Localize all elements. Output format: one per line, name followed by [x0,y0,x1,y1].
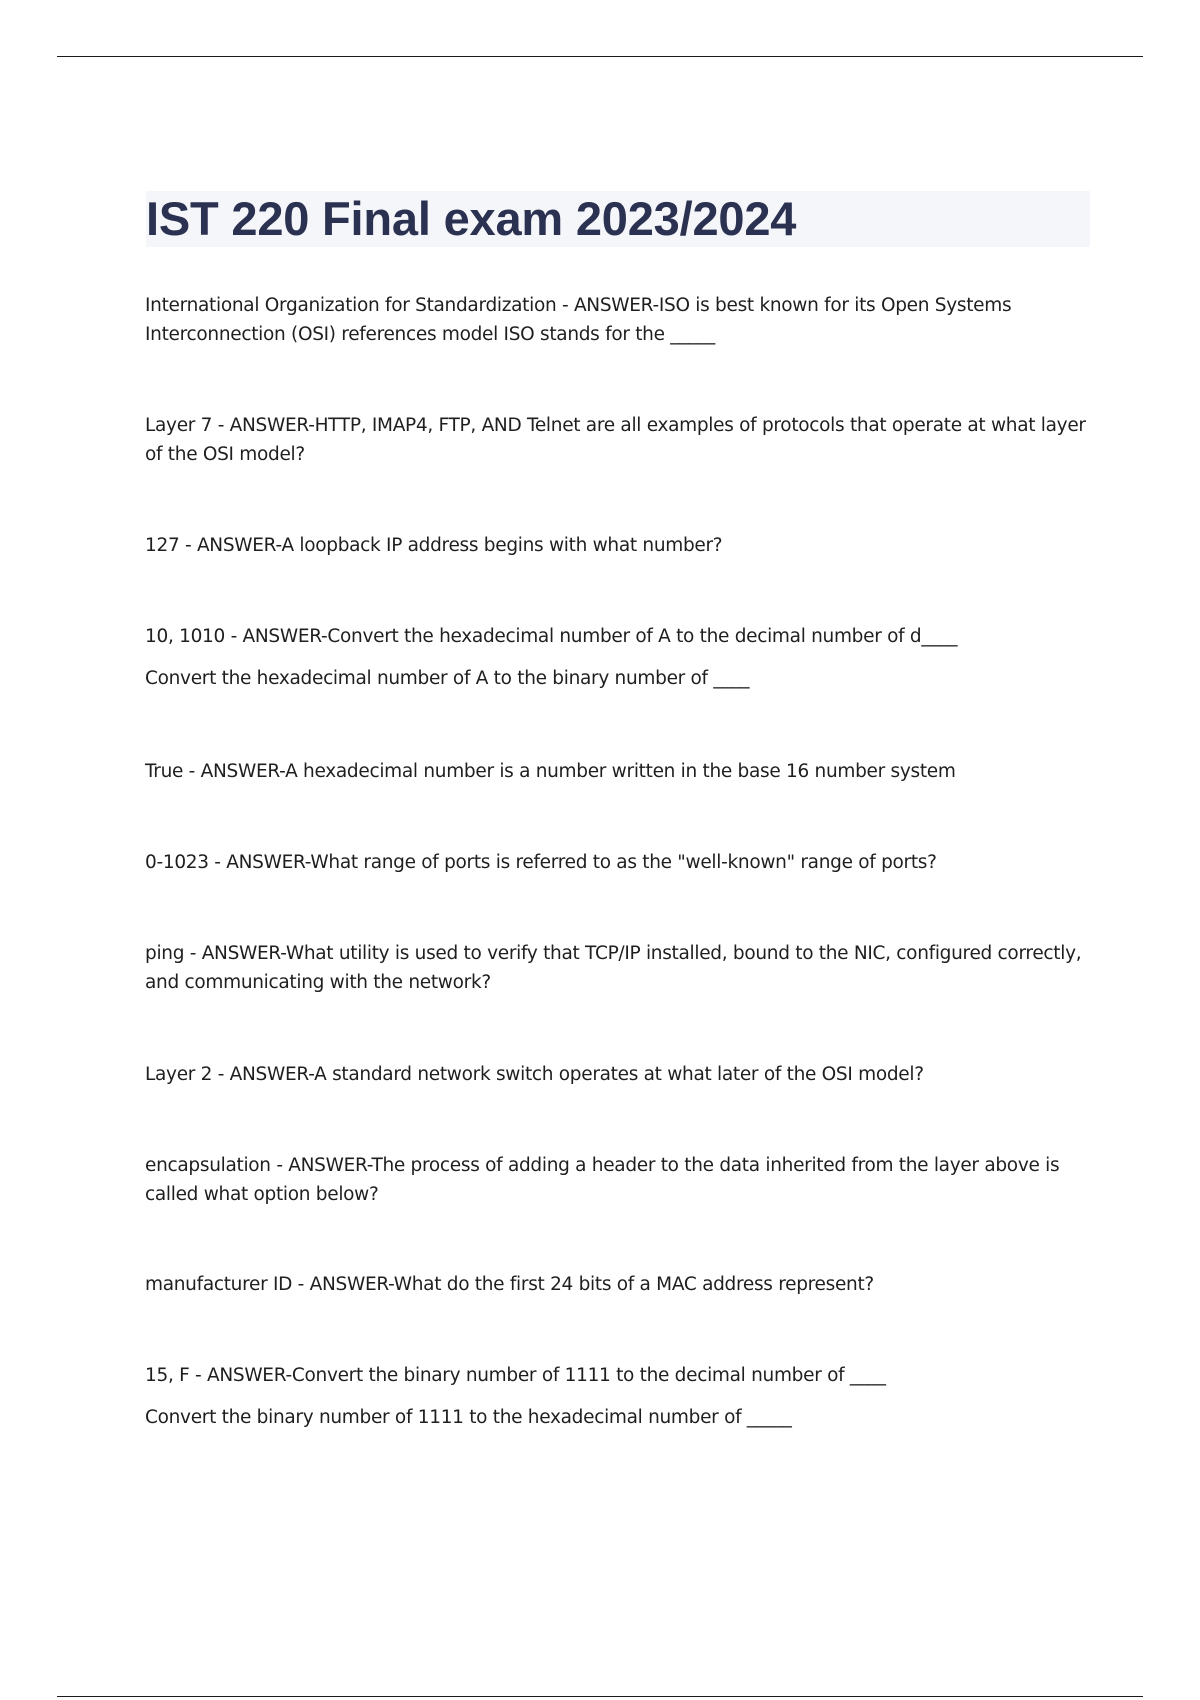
qa-item-3 [145,531,1095,560]
qa-item-2 [145,411,1095,469]
qa-text: True - ANSWER-A hexadecimal number is a number written in the base 16 number system [145,761,956,782]
qa-item-5 [145,757,1095,786]
qa-item-4 [145,622,1095,693]
qa-subtext: Convert the hexadecimal number of A to the binary number of ____ [145,668,750,689]
footer-rule [57,1696,1143,1697]
qa-text: International Organization for Standardization - ANSWER-ISO is best known for its Open Systems Interconnection (OSI) references model ISO stands for the _____ [145,295,1012,345]
qa-item-6 [145,848,1095,877]
qa-text: 15, F - ANSWER-Convert the binary number of 1111 to the decimal number of ____ [145,1365,886,1386]
document-title: IST 220 Final exam 2023/2024 [146,192,797,245]
qa-text: ping - ANSWER-What utility is used to verify that TCP/IP installed, bound to the NIC, configured correctly, and communicating with the network? [145,943,1082,993]
qa-item-7 [145,939,1095,997]
qa-subtext: Convert the binary number of 1111 to the hexadecimal number of _____ [145,1407,792,1428]
qa-text: manufacturer ID - ANSWER-What do the first 24 bits of a MAC address represent? [145,1274,874,1295]
qa-text: encapsulation - ANSWER-The process of adding a header to the data inherited from the layer above is called what option below? [145,1155,1060,1205]
qa-item-11 [145,1361,1095,1432]
qa-text: 10, 1010 - ANSWER-Convert the hexadecimal number of A to the decimal number of d____ [145,626,958,647]
qa-text: 0-1023 - ANSWER-What range of ports is referred to as the "well-known" range of ports? [145,852,937,873]
qa-item-10 [145,1270,1095,1299]
qa-text: Layer 7 - ANSWER-HTTP, IMAP4, FTP, AND Telnet are all examples of protocols that operate at what layer of the OSI model? [145,415,1086,465]
qa-item-8 [145,1060,1095,1089]
header-rule [57,56,1143,57]
qa-text: Layer 2 - ANSWER-A standard network switch operates at what later of the OSI model? [145,1064,924,1085]
qa-item-9 [145,1151,1095,1209]
qa-text: 127 - ANSWER-A loopback IP address begins with what number? [145,535,723,556]
qa-item-1 [145,291,1095,349]
